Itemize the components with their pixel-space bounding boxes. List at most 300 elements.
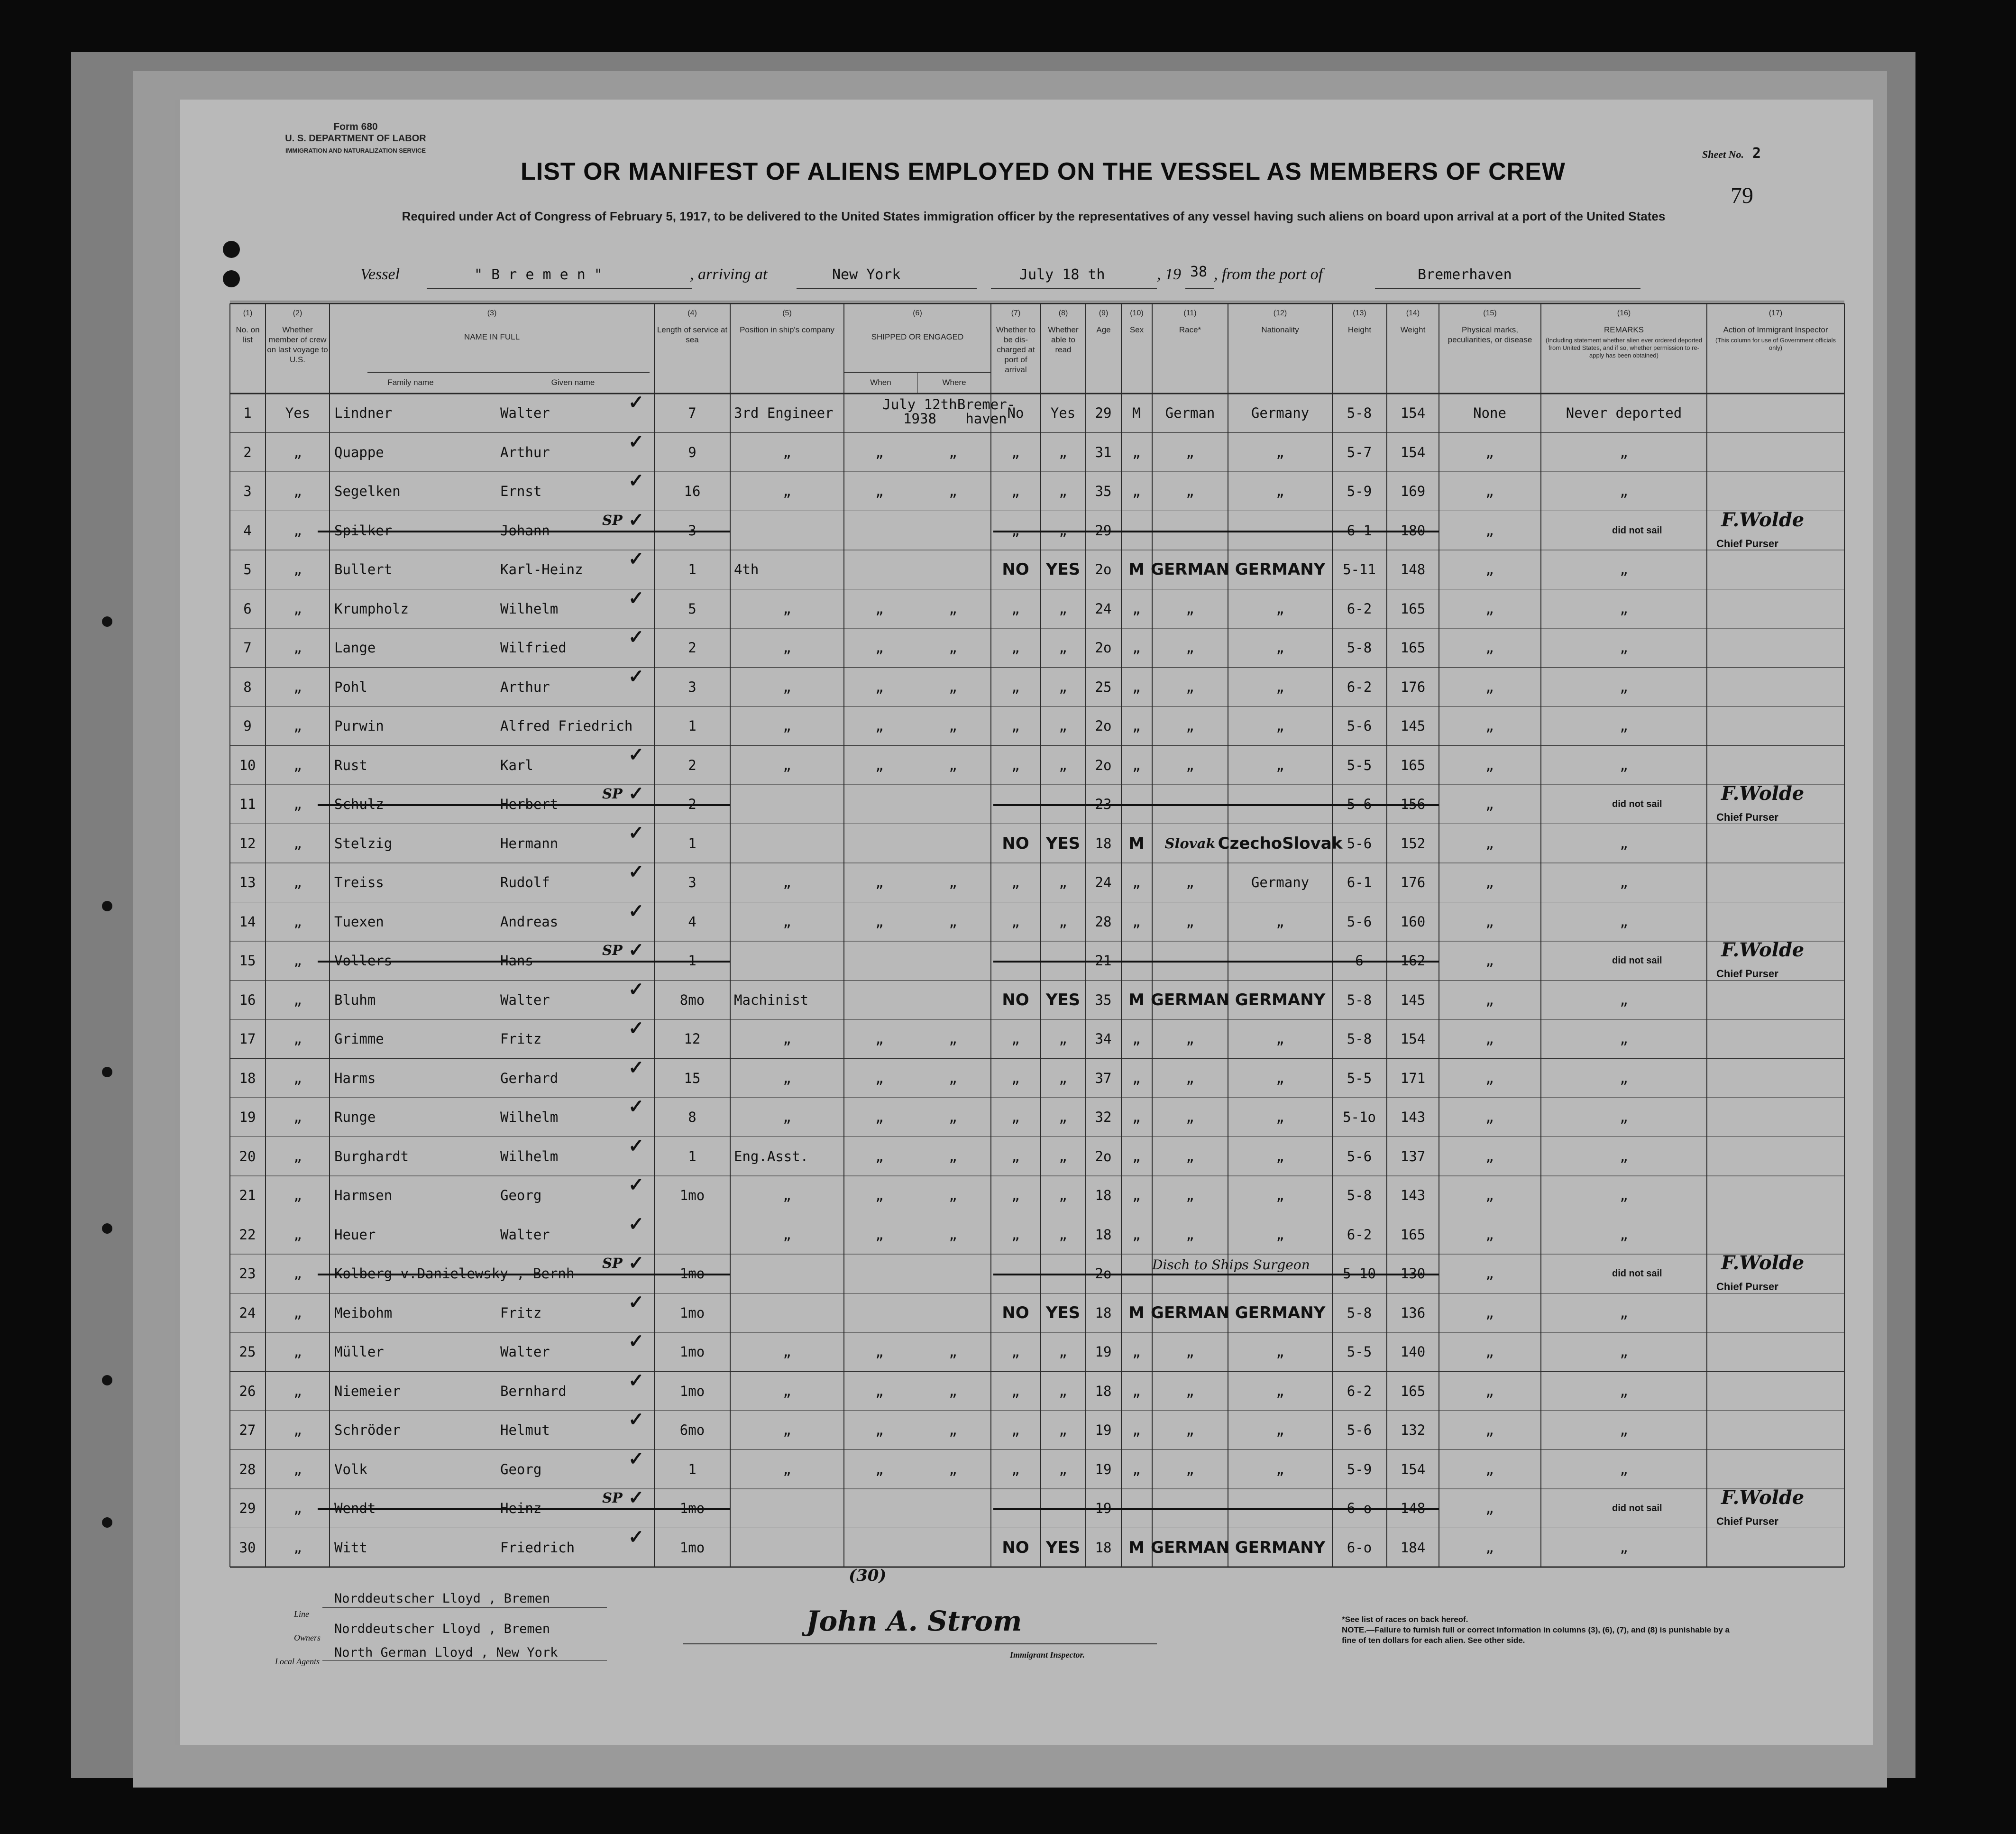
ship-position: „ (783, 483, 791, 500)
shipped-where: „ (949, 718, 957, 734)
remarks: „ (1620, 1109, 1628, 1126)
family-name: Grimme (334, 1031, 384, 1047)
age: 2o (1095, 1148, 1112, 1165)
discharge-at-port: „ (1011, 913, 1020, 930)
age: 2o (1095, 757, 1112, 773)
age: 2o (1095, 1265, 1112, 1282)
family-name: Harmsen (334, 1187, 393, 1204)
discharge-at-port: „ (1011, 600, 1020, 617)
check-mark: ✓ (628, 1056, 644, 1079)
given-name: Fritz (500, 1304, 542, 1321)
remarks: „ (1620, 561, 1628, 578)
physical-marks: „ (1485, 1344, 1494, 1360)
physical-marks: „ (1485, 953, 1494, 969)
shipped-where: „ (949, 679, 957, 695)
given-name: Andreas (500, 913, 559, 930)
ship-position: „ (783, 913, 791, 930)
given-name: Walter (500, 991, 550, 1008)
check-mark: ✓ (628, 1486, 644, 1509)
row-number: 22 (239, 1226, 256, 1243)
length-of-service: 1mo (679, 1539, 705, 1556)
column-number: (13) (1353, 309, 1366, 317)
vessel-label: Vessel (360, 266, 400, 283)
row-number: 13 (239, 874, 256, 891)
given-name: Hermann (500, 835, 559, 852)
agents-underline (322, 1660, 607, 1661)
nationality: „ (1276, 444, 1284, 460)
age: 29 (1095, 405, 1112, 422)
weight: 148 (1400, 1500, 1426, 1517)
remarks: „ (1620, 913, 1628, 930)
length-of-service: 3 (688, 679, 696, 695)
length-of-service: 1mo (679, 1383, 705, 1399)
ship-position: 3rd Engineer (734, 405, 834, 422)
age: 19 (1095, 1500, 1112, 1517)
previous-voyage: „ (293, 679, 302, 695)
previous-voyage: „ (293, 953, 302, 969)
strike-line (318, 1508, 730, 1510)
nationality: Germany (1251, 405, 1310, 422)
physical-marks: „ (1485, 483, 1494, 500)
physical-marks: „ (1485, 835, 1494, 852)
check-mark: ✓ (628, 861, 644, 883)
sheet-number-value: 2 (1752, 145, 1761, 162)
check-mark: ✓ (628, 899, 644, 922)
given-name: Georg (500, 1461, 542, 1477)
physical-marks: „ (1485, 796, 1494, 813)
height: 5-8 (1347, 405, 1372, 422)
sex: M (1128, 990, 1145, 1009)
height: 5-6 (1347, 796, 1372, 813)
column-number: (12) (1273, 309, 1287, 317)
shipped-when: „ (875, 1070, 884, 1086)
previous-voyage: „ (293, 913, 302, 930)
column-header: Whether able to read (1048, 325, 1079, 354)
age: 19 (1095, 1422, 1112, 1439)
sex: M (1128, 834, 1145, 853)
physical-marks: None (1473, 405, 1506, 422)
physical-marks: „ (1485, 1031, 1494, 1047)
row-number: 19 (239, 1109, 256, 1126)
row-number: 28 (239, 1461, 256, 1477)
previous-voyage: „ (293, 1461, 302, 1477)
height: 5-11 (1343, 561, 1376, 578)
race: German (1165, 405, 1215, 422)
owners-label: Owners (294, 1633, 321, 1642)
discharge-at-port: „ (1011, 1031, 1020, 1047)
discharge-at-port: NO (1002, 834, 1029, 853)
discharge-at-port: No (1007, 405, 1024, 422)
length-of-service: 16 (684, 483, 701, 500)
remarks: „ (1620, 1226, 1628, 1243)
physical-marks: „ (1485, 1265, 1494, 1282)
remarks: „ (1620, 757, 1628, 773)
physical-marks: „ (1485, 1187, 1494, 1204)
remarks: „ (1620, 1187, 1628, 1204)
penalty-note: NOTE.—Failure to furnish full or correct information in columns (3), (6), (7), and (8) is punishable by a fine of ten dollars for each alien. See other side. (1342, 1625, 1730, 1645)
physical-marks: „ (1485, 991, 1494, 1008)
strike-line (993, 531, 1439, 532)
ship-position: „ (783, 1344, 791, 1360)
weight: 130 (1400, 1265, 1426, 1282)
nationality: „ (1276, 640, 1284, 656)
able-to-read: „ (1059, 1383, 1067, 1399)
race: GERMAN (1151, 560, 1229, 579)
previous-voyage: „ (293, 1031, 302, 1047)
nationality: „ (1276, 1383, 1284, 1399)
nationality: „ (1276, 1226, 1284, 1243)
sex: „ (1132, 874, 1141, 891)
form-department: U. S. DEPARTMENT OF LABOR (285, 133, 426, 144)
discharge-at-port: NO (1002, 1538, 1029, 1557)
given-name: Karl-Heinz (500, 561, 583, 578)
remarks: did not sail (1612, 525, 1662, 536)
remarks: „ (1620, 1148, 1628, 1165)
race: GERMAN (1151, 990, 1229, 1009)
column-number: (16) (1617, 309, 1631, 317)
remarks: „ (1620, 1304, 1628, 1321)
ship-position: „ (783, 1070, 791, 1086)
shipped-where: „ (949, 1031, 957, 1047)
height: 5-9 (1347, 483, 1372, 500)
check-mark: ✓ (628, 1174, 644, 1196)
height: 6-2 (1347, 679, 1372, 695)
family-name: Stelzig (334, 835, 393, 852)
remarks: „ (1620, 718, 1628, 734)
weight: 180 (1400, 522, 1426, 539)
shipped-where: „ (949, 874, 957, 891)
family-name: Müller (334, 1344, 384, 1360)
able-to-read: „ (1059, 874, 1067, 891)
given-name: Alfred Friedrich (500, 718, 633, 734)
family-name: Krumpholz (334, 600, 409, 617)
sex: „ (1132, 718, 1141, 734)
row-number: 9 (243, 718, 252, 734)
able-to-read: „ (1059, 1461, 1067, 1477)
remarks: „ (1620, 1070, 1628, 1086)
age: 28 (1095, 913, 1112, 930)
age: 18 (1095, 1187, 1112, 1204)
remarks: „ (1620, 640, 1628, 656)
length-of-service: 3 (688, 874, 696, 891)
column-header: Whether member of crew on last voyage to U.S. (267, 325, 328, 364)
shipped-when: „ (875, 444, 884, 460)
row-number: 10 (239, 757, 256, 773)
given-name: Wilhelm (500, 1109, 559, 1126)
check-mark: ✓ (628, 939, 644, 962)
discharge-at-port: NO (1002, 1303, 1029, 1322)
physical-marks: „ (1485, 757, 1494, 773)
able-to-read: YES (1045, 990, 1081, 1009)
previous-voyage: „ (293, 1344, 302, 1360)
shipped-where: Bremer- haven (957, 396, 1016, 427)
race: „ (1186, 913, 1194, 930)
given-name: Karl (500, 757, 533, 773)
column-subheader: (This column for use of Government officials only) (1715, 337, 1836, 351)
remarks: „ (1620, 1344, 1628, 1360)
check-mark: ✓ (628, 391, 644, 414)
height: 5-6 (1347, 1148, 1372, 1165)
able-to-read: „ (1059, 757, 1067, 773)
sex: „ (1132, 913, 1141, 930)
column-header: Action of Immigrant Inspector (1723, 325, 1828, 334)
nationality: „ (1276, 1422, 1284, 1439)
physical-marks: „ (1485, 1109, 1494, 1126)
ship-position: Machinist (734, 991, 809, 1008)
physical-marks: „ (1485, 1383, 1494, 1399)
height: 5-6 (1347, 718, 1372, 734)
strike-line (993, 961, 1439, 963)
race: „ (1186, 483, 1194, 500)
weight: 140 (1400, 1344, 1426, 1360)
age: 31 (1095, 444, 1112, 460)
column-subheader: Family name (387, 378, 434, 387)
column-header: Age (1096, 325, 1111, 334)
strike-line (318, 804, 730, 806)
length-of-service: 3 (688, 522, 696, 539)
family-name: Runge (334, 1109, 376, 1126)
column-number: (5) (782, 309, 792, 317)
ship-position: „ (783, 1226, 791, 1243)
nationality: „ (1276, 1461, 1284, 1477)
previous-voyage: „ (293, 1109, 302, 1126)
remarks: „ (1620, 444, 1628, 460)
family-name: Lindner (334, 405, 393, 422)
row-number: 30 (239, 1539, 256, 1556)
inspector-initials: F.Wolde (1721, 782, 1805, 805)
previous-voyage: „ (293, 640, 302, 656)
weight: 165 (1400, 1226, 1426, 1243)
check-mark: ✓ (628, 978, 644, 1000)
remarks: „ (1620, 835, 1628, 852)
previous-voyage: „ (293, 991, 302, 1008)
shipped-when: „ (875, 1148, 884, 1165)
height: 6-2 (1347, 1383, 1372, 1399)
weight: 143 (1400, 1187, 1426, 1204)
column-subheader: (Including statement whether alien ever ordered deported from United States, and if so, whether permission to re-apply has been obtained) (1545, 337, 1703, 359)
shipped-where: „ (949, 913, 957, 930)
nationality: „ (1276, 913, 1284, 930)
shipped-when: „ (875, 1109, 884, 1126)
race: „ (1186, 718, 1194, 734)
shipped-where: „ (949, 1070, 957, 1086)
previous-voyage: „ (293, 835, 302, 852)
sex: „ (1132, 1187, 1141, 1204)
remarks: „ (1620, 1461, 1628, 1477)
shipped-where: „ (949, 1461, 957, 1477)
length-of-service: 8 (688, 1109, 696, 1126)
race: „ (1186, 1187, 1194, 1204)
physical-marks: „ (1485, 874, 1494, 891)
ship-position: „ (783, 1383, 791, 1399)
given-name: Walter (500, 1226, 550, 1243)
height: 5-6 (1347, 913, 1372, 930)
ship-position: „ (783, 718, 791, 734)
age: 34 (1095, 1031, 1112, 1047)
row-number: 21 (239, 1187, 256, 1204)
weight: 162 (1400, 953, 1426, 969)
weight: 148 (1400, 561, 1426, 578)
check-mark: ✓ (628, 1330, 644, 1353)
family-name: Quappe (334, 444, 384, 460)
discharge-at-port: NO (1002, 560, 1029, 579)
given-name: Wilfried (500, 640, 567, 656)
discharge-at-port: „ (1011, 757, 1020, 773)
sheet-number-label: Sheet No. (1702, 148, 1744, 160)
line-underline (322, 1607, 607, 1608)
line-label: Line (294, 1609, 310, 1619)
able-to-read: „ (1059, 1187, 1067, 1204)
weight: 156 (1400, 796, 1426, 813)
remarks: did not sail (1612, 799, 1662, 810)
shipped-where: „ (949, 1422, 957, 1439)
previous-voyage: „ (293, 1500, 302, 1517)
race: „ (1186, 757, 1194, 773)
weight: 176 (1400, 874, 1426, 891)
weight: 154 (1400, 444, 1426, 460)
strike-line (318, 961, 730, 963)
chief-purser-label: Chief Purser (1716, 1281, 1778, 1293)
check-mark: ✓ (628, 1369, 644, 1392)
length-of-service: 1 (688, 1461, 696, 1477)
given-name: Rudolf (500, 874, 550, 891)
column-number: (2) (293, 309, 302, 317)
shipped-when: „ (875, 1383, 884, 1399)
height: 6-2 (1347, 1226, 1372, 1243)
race: „ (1186, 1461, 1194, 1477)
shipped-when: „ (875, 1187, 884, 1204)
given-name: Arthur (500, 444, 550, 460)
length-of-service: 5 (688, 600, 696, 617)
physical-marks: „ (1485, 640, 1494, 656)
physical-marks: „ (1485, 444, 1494, 460)
inspector-initials: F.Wolde (1721, 508, 1805, 531)
ship-position: „ (783, 444, 791, 460)
row-number: 24 (239, 1304, 256, 1321)
height: 5-7 (1347, 444, 1372, 460)
chief-purser-label: Chief Purser (1716, 537, 1778, 550)
ship-position: 4th (734, 561, 759, 578)
check-mark: ✓ (628, 469, 644, 492)
column-header: Race* (1179, 325, 1201, 334)
able-to-read: „ (1059, 1148, 1067, 1165)
family-name: Lange (334, 640, 376, 656)
column-header: SHIPPED OR ENGAGED (871, 332, 964, 341)
family-name: Bluhm (334, 991, 376, 1008)
height: 5-9 (1347, 1461, 1372, 1477)
weight: 165 (1400, 1383, 1426, 1399)
row-number: 4 (243, 522, 252, 539)
remarks: „ (1620, 1539, 1628, 1556)
given-name: Friedrich (500, 1539, 575, 1556)
column-header: Physical marks, peculiarities, or disease (1448, 325, 1532, 344)
previous-voyage: „ (293, 1422, 302, 1439)
line-value: Norddeutscher Lloyd , Bremen (334, 1591, 550, 1606)
able-to-read: „ (1059, 1031, 1067, 1047)
check-mark: ✓ (628, 1291, 644, 1313)
physical-marks: „ (1485, 1304, 1494, 1321)
sex: „ (1132, 679, 1141, 695)
family-name: Heuer (334, 1226, 376, 1243)
ship-position: Eng.Asst. (734, 1148, 809, 1165)
column-header: Weight (1400, 325, 1426, 334)
from-label: , from the port of (1214, 266, 1323, 283)
previous-voyage: „ (293, 1070, 302, 1086)
weight: 143 (1400, 1109, 1426, 1126)
remarks: „ (1620, 1383, 1628, 1399)
family-name: Kolberg v.Danielewsky , Bernh (334, 1265, 575, 1282)
able-to-read: YES (1045, 1303, 1081, 1322)
given-name: Heinz (500, 1500, 542, 1517)
race: „ (1186, 444, 1194, 460)
previous-voyage: „ (293, 1148, 302, 1165)
race: „ (1186, 1344, 1194, 1360)
physical-marks: „ (1485, 679, 1494, 695)
sex: „ (1132, 1226, 1141, 1243)
family-name: Vollers (334, 953, 393, 969)
check-mark: ✓ (628, 1525, 644, 1548)
row-number: 11 (239, 796, 256, 813)
agents-label: Local Agents (275, 1657, 320, 1666)
shipped-where: „ (949, 1148, 957, 1165)
sex: „ (1132, 1383, 1141, 1399)
shipped-where: „ (949, 600, 957, 617)
length-of-service: 1 (688, 1148, 696, 1165)
length-of-service: 9 (688, 444, 696, 460)
height: 5-10 (1343, 1265, 1376, 1282)
discharge-at-port: „ (1011, 1461, 1020, 1477)
able-to-read: YES (1045, 834, 1081, 853)
height: 6-1 (1347, 522, 1372, 539)
weight: 171 (1400, 1070, 1426, 1086)
column-number: (14) (1406, 309, 1420, 317)
check-mark: ✓ (628, 548, 644, 570)
weight: 169 (1400, 483, 1426, 500)
row-number: 23 (239, 1265, 256, 1282)
column-number: (4) (687, 309, 697, 317)
able-to-read: „ (1059, 1070, 1067, 1086)
column-header: NAME IN FULL (464, 332, 520, 341)
weight: 176 (1400, 679, 1426, 695)
able-to-read: Yes (1050, 405, 1076, 422)
family-name: Schröder (334, 1422, 401, 1439)
column-subheader: Where (942, 378, 966, 387)
sex: „ (1132, 757, 1141, 773)
shipped-where: „ (949, 1187, 957, 1204)
sex: „ (1132, 483, 1141, 500)
weight: 154 (1400, 1031, 1426, 1047)
height: 5-8 (1347, 991, 1372, 1008)
arrival-port: New York (832, 266, 901, 283)
discharge-at-port: „ (1011, 874, 1020, 891)
race: GERMAN (1151, 1538, 1229, 1557)
row-number: 27 (239, 1422, 256, 1439)
remarks: did not sail (1612, 1268, 1662, 1279)
owners-value: Norddeutscher Lloyd , Bremen (334, 1622, 550, 1636)
ship-position: „ (783, 1109, 791, 1126)
previous-voyage: „ (293, 1539, 302, 1556)
column-header: Length of service at sea (657, 325, 728, 344)
race: „ (1186, 1031, 1194, 1047)
nationality: „ (1276, 600, 1284, 617)
shipped-when: „ (875, 679, 884, 695)
able-to-read: „ (1059, 522, 1067, 539)
shipped-when: „ (875, 1226, 884, 1243)
row-number: 8 (243, 679, 252, 695)
age: 18 (1095, 835, 1112, 852)
previous-voyage: „ (293, 1383, 302, 1399)
nationality: CzechoSlovak (1218, 834, 1343, 853)
